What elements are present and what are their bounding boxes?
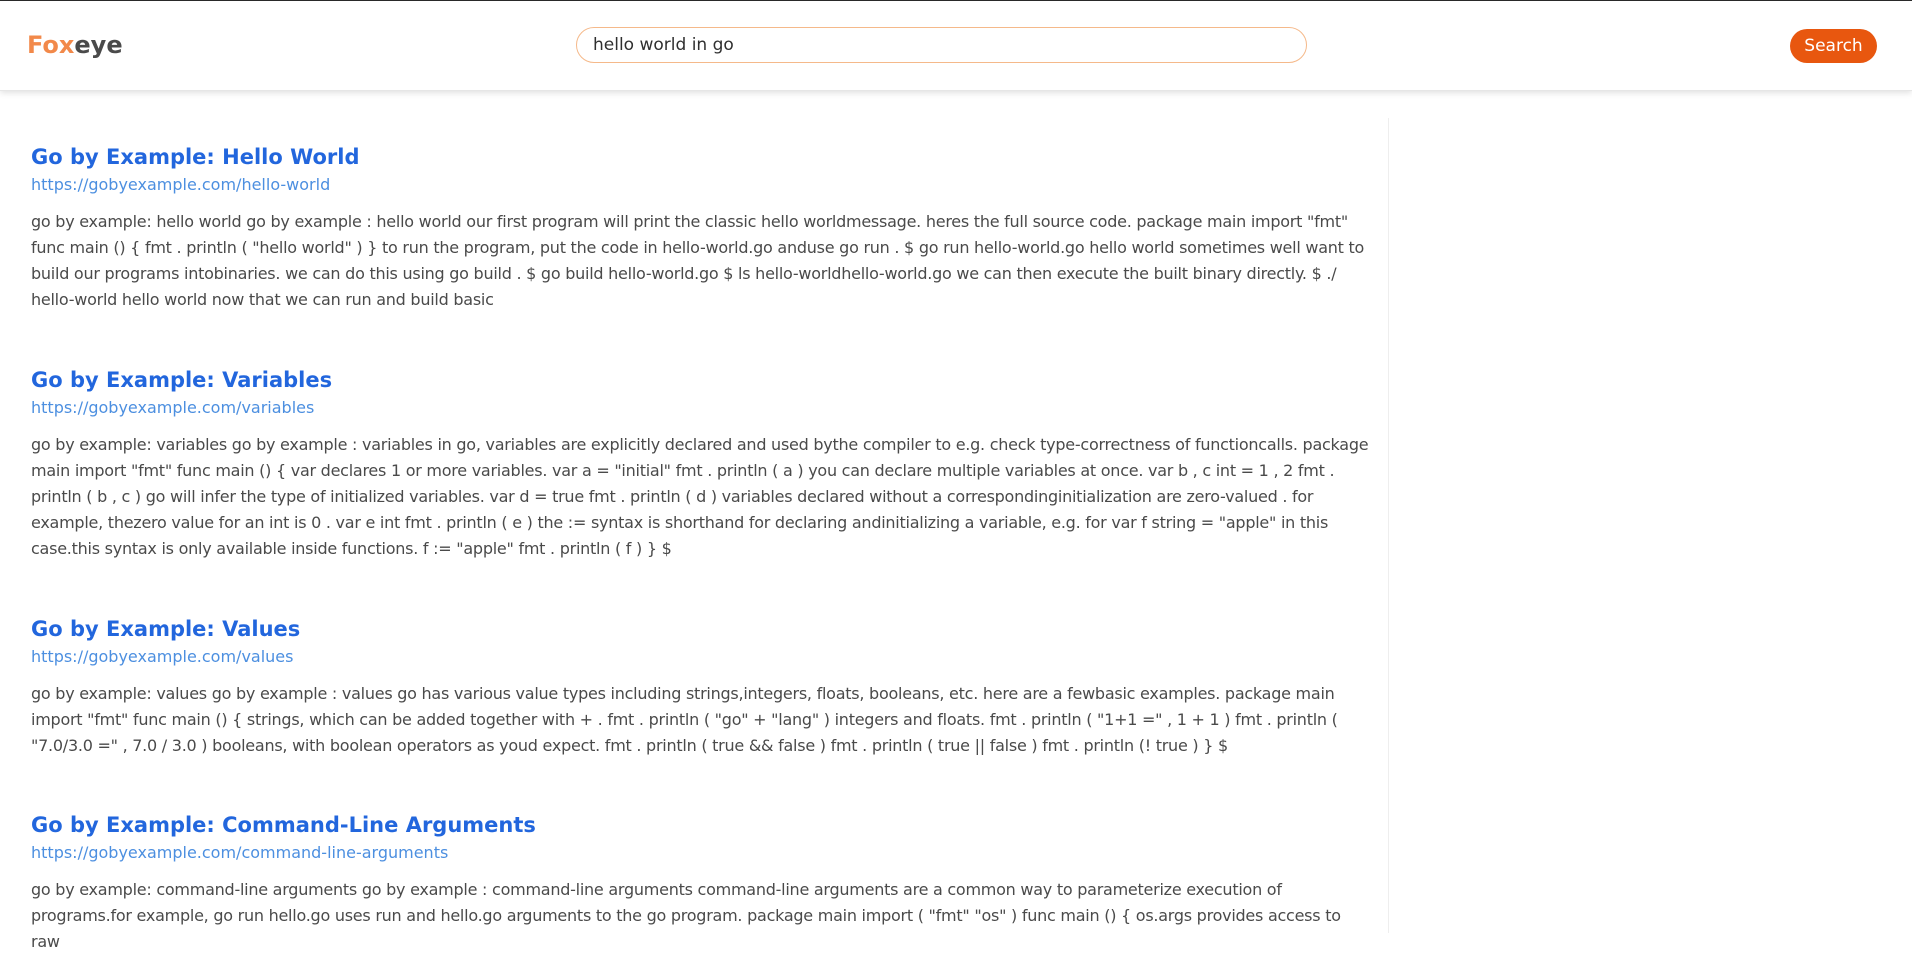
result-url-link[interactable]: https://gobyexample.com/values [31, 647, 294, 666]
logo-text-eye: eye [74, 31, 123, 59]
logo-text-fox: Fox [27, 31, 75, 59]
result-title-link[interactable]: Go by Example: Variables [31, 368, 333, 392]
result-title-link[interactable]: Go by Example: Hello World [31, 145, 360, 169]
result-snippet: go by example: hello world go by example : hello world our first program will print the classic hello worldmessage. heres the full source code. package main import "fmt" func main () { fmt . println ( "hello world" ) } to run the program, put the code in hello-world.go anduse go run . $ go run hello-world.go hello world sometimes well want to build our programs intobinaries. we can do this using go build . $ go build hello-world.go $ ls hello-worldhello-world.go we can then execute the built binary directly. $ ./ hello-world hello world now that we can run and build basic [31, 212, 1365, 309]
result-title-link[interactable]: Go by Example: Values [31, 617, 301, 641]
logo[interactable] [27, 31, 123, 59]
result-title-link[interactable]: Go by Example: Command-Line Arguments [31, 813, 536, 837]
result-snippet: go by example: command-line arguments go by example : command-line arguments command-line arguments are a common way to parameterize execution of programs.for example, go run hello.go uses run and hello.go arguments to the go program. package main import ( "fmt" "os" ) func main () { os.args provides access to raw [31, 880, 1341, 951]
result-item [31, 367, 1371, 562]
results-list [6, 118, 1389, 951]
result-snippet: go by example: variables go by example : variables in go, variables are explicitly declared and used bythe compiler to e.g. check type-correctness of functioncalls. package main import "fmt" func main () { var declares 1 or more variables. var a = "initial" fmt . println ( a ) you can declare multiple variables at once. var b , c int = 1 , 2 fmt . println ( b , c ) go will infer the type of initialized variables. var d = true fmt . println ( d ) variables declared without a correspondinginitialization are zero-valued . for example, thezero value for an int is 0 . var e int fmt . println ( e ) the := syntax is shorthand for declaring andinitializing a variable, e.g. for var f string = "apple" in this case.this syntax is only available inside functions. f := "apple" fmt . println ( f ) } $ [31, 435, 1369, 558]
result-url-link[interactable]: https://gobyexample.com/variables [31, 398, 315, 417]
search-button[interactable]: Search [1790, 29, 1877, 63]
search-input[interactable] [576, 27, 1307, 63]
result-item [31, 616, 1371, 759]
result-url-link[interactable]: https://gobyexample.com/hello-world [31, 175, 331, 194]
result-url-link[interactable]: https://gobyexample.com/command-line-arguments [31, 843, 449, 862]
result-snippet: go by example: values go by example : values go has various value types including strings,integers, floats, booleans, etc. here are a fewbasic examples. package main import "fmt" func main () { strings, which can be added together with + . fmt . println ( "go" + "lang" ) integers and floats. fmt . println ( "1+1 =" , 1 + 1 ) fmt . println ( "7.0/3.0 =" , 7.0 / 3.0 ) booleans, with boolean operators as youd expect. fmt . println ( true && false ) fmt . println ( true || false ) fmt . println (! true ) } $ [31, 684, 1338, 755]
result-item [31, 812, 1371, 955]
header-bar [0, 1, 1912, 91]
result-item [31, 144, 1371, 313]
